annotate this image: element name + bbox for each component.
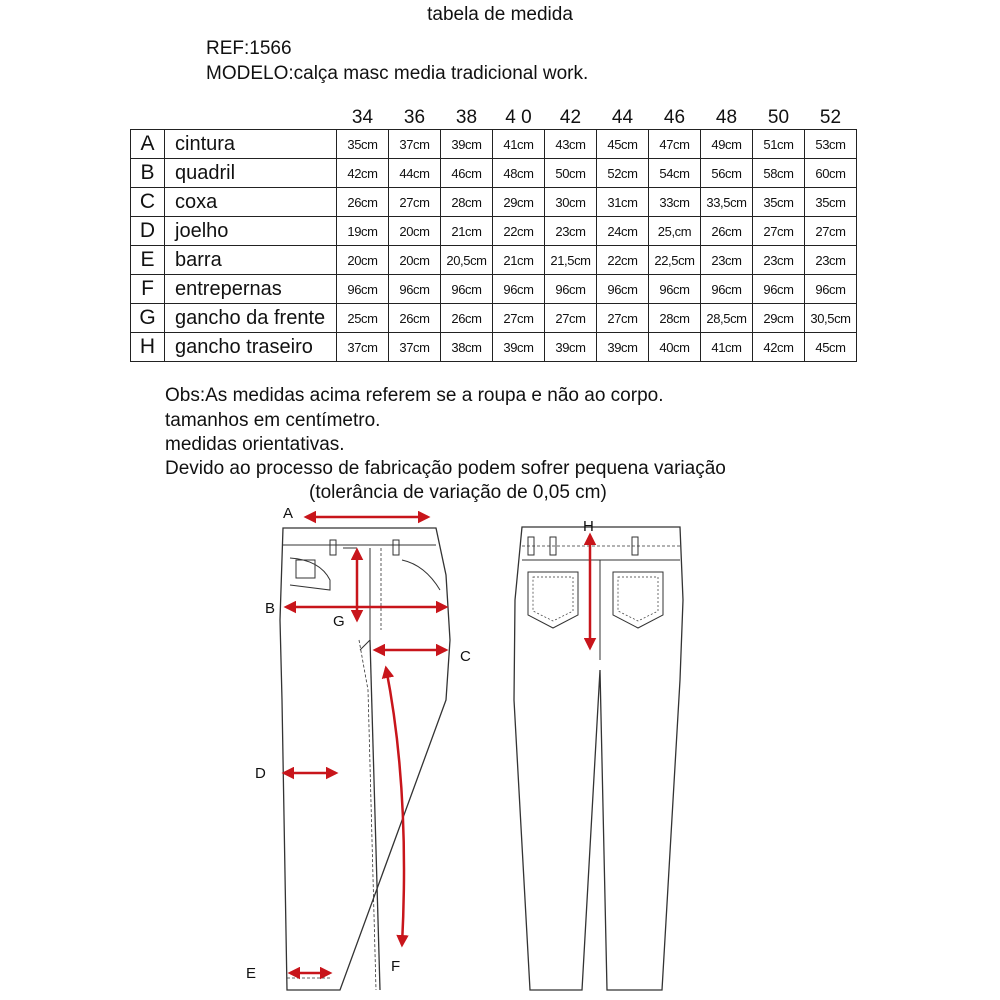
- measurement-value: 27cm: [805, 217, 857, 246]
- measurement-value: 39cm: [597, 333, 649, 362]
- measurement-value: 43cm: [545, 130, 597, 159]
- measurement-value: 54cm: [649, 159, 701, 188]
- measurement-value: 22cm: [493, 217, 545, 246]
- size-header: 34: [351, 107, 374, 128]
- measurement-name: entrepernas: [165, 275, 337, 304]
- row-letter: B: [131, 159, 165, 188]
- tolerance-note: (tolerância de variação de 0,05 cm): [309, 482, 607, 503]
- table-row: [131, 304, 857, 333]
- measurement-value: 37cm: [389, 333, 441, 362]
- measurement-value: 96cm: [753, 275, 805, 304]
- page-title: tabela de medida: [427, 4, 573, 25]
- measurement-value: 49cm: [701, 130, 753, 159]
- size-header: 4 0: [505, 107, 532, 128]
- measurement-value: 23cm: [701, 246, 753, 275]
- row-letter: H: [131, 333, 165, 362]
- pants-measurement-diagram: [0, 495, 1000, 1000]
- measurement-value: 41cm: [493, 130, 545, 159]
- measurement-table: [130, 103, 857, 362]
- size-header: 52: [819, 107, 842, 128]
- observation-note: Devido ao processo de fabricação podem sofrer pequena variação: [165, 458, 726, 479]
- measurement-value: 45cm: [805, 333, 857, 362]
- measurement-value: 35cm: [753, 188, 805, 217]
- label-e: E: [246, 965, 257, 982]
- measurement-value: 44cm: [389, 159, 441, 188]
- measurement-value: 20cm: [337, 246, 389, 275]
- measurement-value: 56cm: [701, 159, 753, 188]
- measurement-value: 48cm: [493, 159, 545, 188]
- row-letter: A: [131, 130, 165, 159]
- measurement-value: 96cm: [441, 275, 493, 304]
- measurement-value: 39cm: [493, 333, 545, 362]
- measurement-value: 23cm: [753, 246, 805, 275]
- measurement-value: 26cm: [337, 188, 389, 217]
- size-header: 46: [663, 107, 686, 128]
- measurement-value: 22cm: [597, 246, 649, 275]
- header-blank: [131, 103, 165, 130]
- measurement-value: 20cm: [389, 246, 441, 275]
- measurement-value: 35cm: [337, 130, 389, 159]
- measurement-value: 27cm: [753, 217, 805, 246]
- measurement-value: 28,5cm: [701, 304, 753, 333]
- table-row: [131, 159, 857, 188]
- table-row: [131, 246, 857, 275]
- size-header-row: [131, 103, 857, 130]
- row-letter: D: [131, 217, 165, 246]
- table-row: [131, 333, 857, 362]
- measurement-value: 45cm: [597, 130, 649, 159]
- measurement-value: 96cm: [337, 275, 389, 304]
- measurement-value: 60cm: [805, 159, 857, 188]
- measurement-value: 39cm: [545, 333, 597, 362]
- measurement-value: 41cm: [701, 333, 753, 362]
- measurement-value: 39cm: [441, 130, 493, 159]
- measurement-value: 96cm: [493, 275, 545, 304]
- measurement-name: joelho: [165, 217, 337, 246]
- measurement-value: 24cm: [597, 217, 649, 246]
- measurement-value: 53cm: [805, 130, 857, 159]
- measurement-name: gancho traseiro: [165, 333, 337, 362]
- measurement-value: 47cm: [649, 130, 701, 159]
- measurement-value: 52cm: [597, 159, 649, 188]
- row-letter: G: [131, 304, 165, 333]
- measurement-value: 35cm: [805, 188, 857, 217]
- row-letter: E: [131, 246, 165, 275]
- measurement-name: barra: [165, 246, 337, 275]
- label-b: B: [265, 600, 276, 617]
- measurement-value: 27cm: [597, 304, 649, 333]
- size-header: 50: [767, 107, 790, 128]
- measurement-value: 28cm: [649, 304, 701, 333]
- measurement-value: 30cm: [545, 188, 597, 217]
- measurement-value: 25cm: [337, 304, 389, 333]
- measurement-value: 33,5cm: [701, 188, 753, 217]
- front-pants-drawing: [280, 528, 450, 990]
- measurement-value: 28cm: [441, 188, 493, 217]
- measurement-value: 46cm: [441, 159, 493, 188]
- measurement-value: 96cm: [649, 275, 701, 304]
- label-g: G: [333, 613, 345, 630]
- size-header: 36: [403, 107, 426, 128]
- measurement-value: 29cm: [493, 188, 545, 217]
- measurement-name: cintura: [165, 130, 337, 159]
- measurement-value: 37cm: [389, 130, 441, 159]
- measurement-value: 22,5cm: [649, 246, 701, 275]
- header-blank: [165, 103, 337, 130]
- measurement-value: 20cm: [389, 217, 441, 246]
- measurement-value: 96cm: [389, 275, 441, 304]
- measurement-value: 30,5cm: [805, 304, 857, 333]
- measurement-value: 50cm: [545, 159, 597, 188]
- reference-code: REF:1566: [206, 38, 292, 59]
- measurement-value: 96cm: [545, 275, 597, 304]
- row-letter: C: [131, 188, 165, 217]
- label-f: F: [391, 958, 401, 975]
- measurement-value: 21,5cm: [545, 246, 597, 275]
- measurement-value: 51cm: [753, 130, 805, 159]
- measurement-name: coxa: [165, 188, 337, 217]
- measurement-value: 96cm: [805, 275, 857, 304]
- measurement-value: 23cm: [805, 246, 857, 275]
- observation-note: Obs:As medidas acima referem se a roupa e não ao corpo.: [165, 385, 664, 406]
- measurement-value: 96cm: [597, 275, 649, 304]
- label-d: D: [255, 765, 266, 782]
- measurement-value: 37cm: [337, 333, 389, 362]
- measurement-value: 19cm: [337, 217, 389, 246]
- observation-note: medidas orientativas.: [165, 434, 345, 455]
- measurement-value: 27cm: [389, 188, 441, 217]
- size-header: 48: [715, 107, 738, 128]
- measurement-name: quadril: [165, 159, 337, 188]
- measurement-name: gancho da frente: [165, 304, 337, 333]
- table-row: [131, 188, 857, 217]
- label-a: A: [283, 505, 294, 522]
- measurement-value: 42cm: [753, 333, 805, 362]
- measurement-value: 33cm: [649, 188, 701, 217]
- measurement-value: 29cm: [753, 304, 805, 333]
- size-header: 44: [611, 107, 634, 128]
- measurement-value: 21cm: [441, 217, 493, 246]
- table-row: [131, 130, 857, 159]
- size-header: 38: [455, 107, 478, 128]
- measurement-value: 27cm: [545, 304, 597, 333]
- measurement-value: 21cm: [493, 246, 545, 275]
- size-header: 42: [559, 107, 582, 128]
- measurement-value: 26cm: [441, 304, 493, 333]
- measurement-value: 25,cm: [649, 217, 701, 246]
- observation-note: tamanhos em centímetro.: [165, 410, 381, 431]
- table-row: [131, 275, 857, 304]
- measurement-value: 42cm: [337, 159, 389, 188]
- measurement-value: 38cm: [441, 333, 493, 362]
- label-c: C: [460, 648, 471, 665]
- row-letter: F: [131, 275, 165, 304]
- measurement-value: 23cm: [545, 217, 597, 246]
- measurement-value: 96cm: [701, 275, 753, 304]
- table-row: [131, 217, 857, 246]
- measurement-value: 26cm: [701, 217, 753, 246]
- measurement-value: 27cm: [493, 304, 545, 333]
- model-description: MODELO:calça masc media tradicional work.: [206, 63, 589, 84]
- measurement-value: 40cm: [649, 333, 701, 362]
- measurement-value: 26cm: [389, 304, 441, 333]
- measurement-value: 20,5cm: [441, 246, 493, 275]
- measurement-value: 31cm: [597, 188, 649, 217]
- measurement-value: 58cm: [753, 159, 805, 188]
- label-h: H: [583, 518, 594, 535]
- back-pants-drawing: [514, 527, 683, 990]
